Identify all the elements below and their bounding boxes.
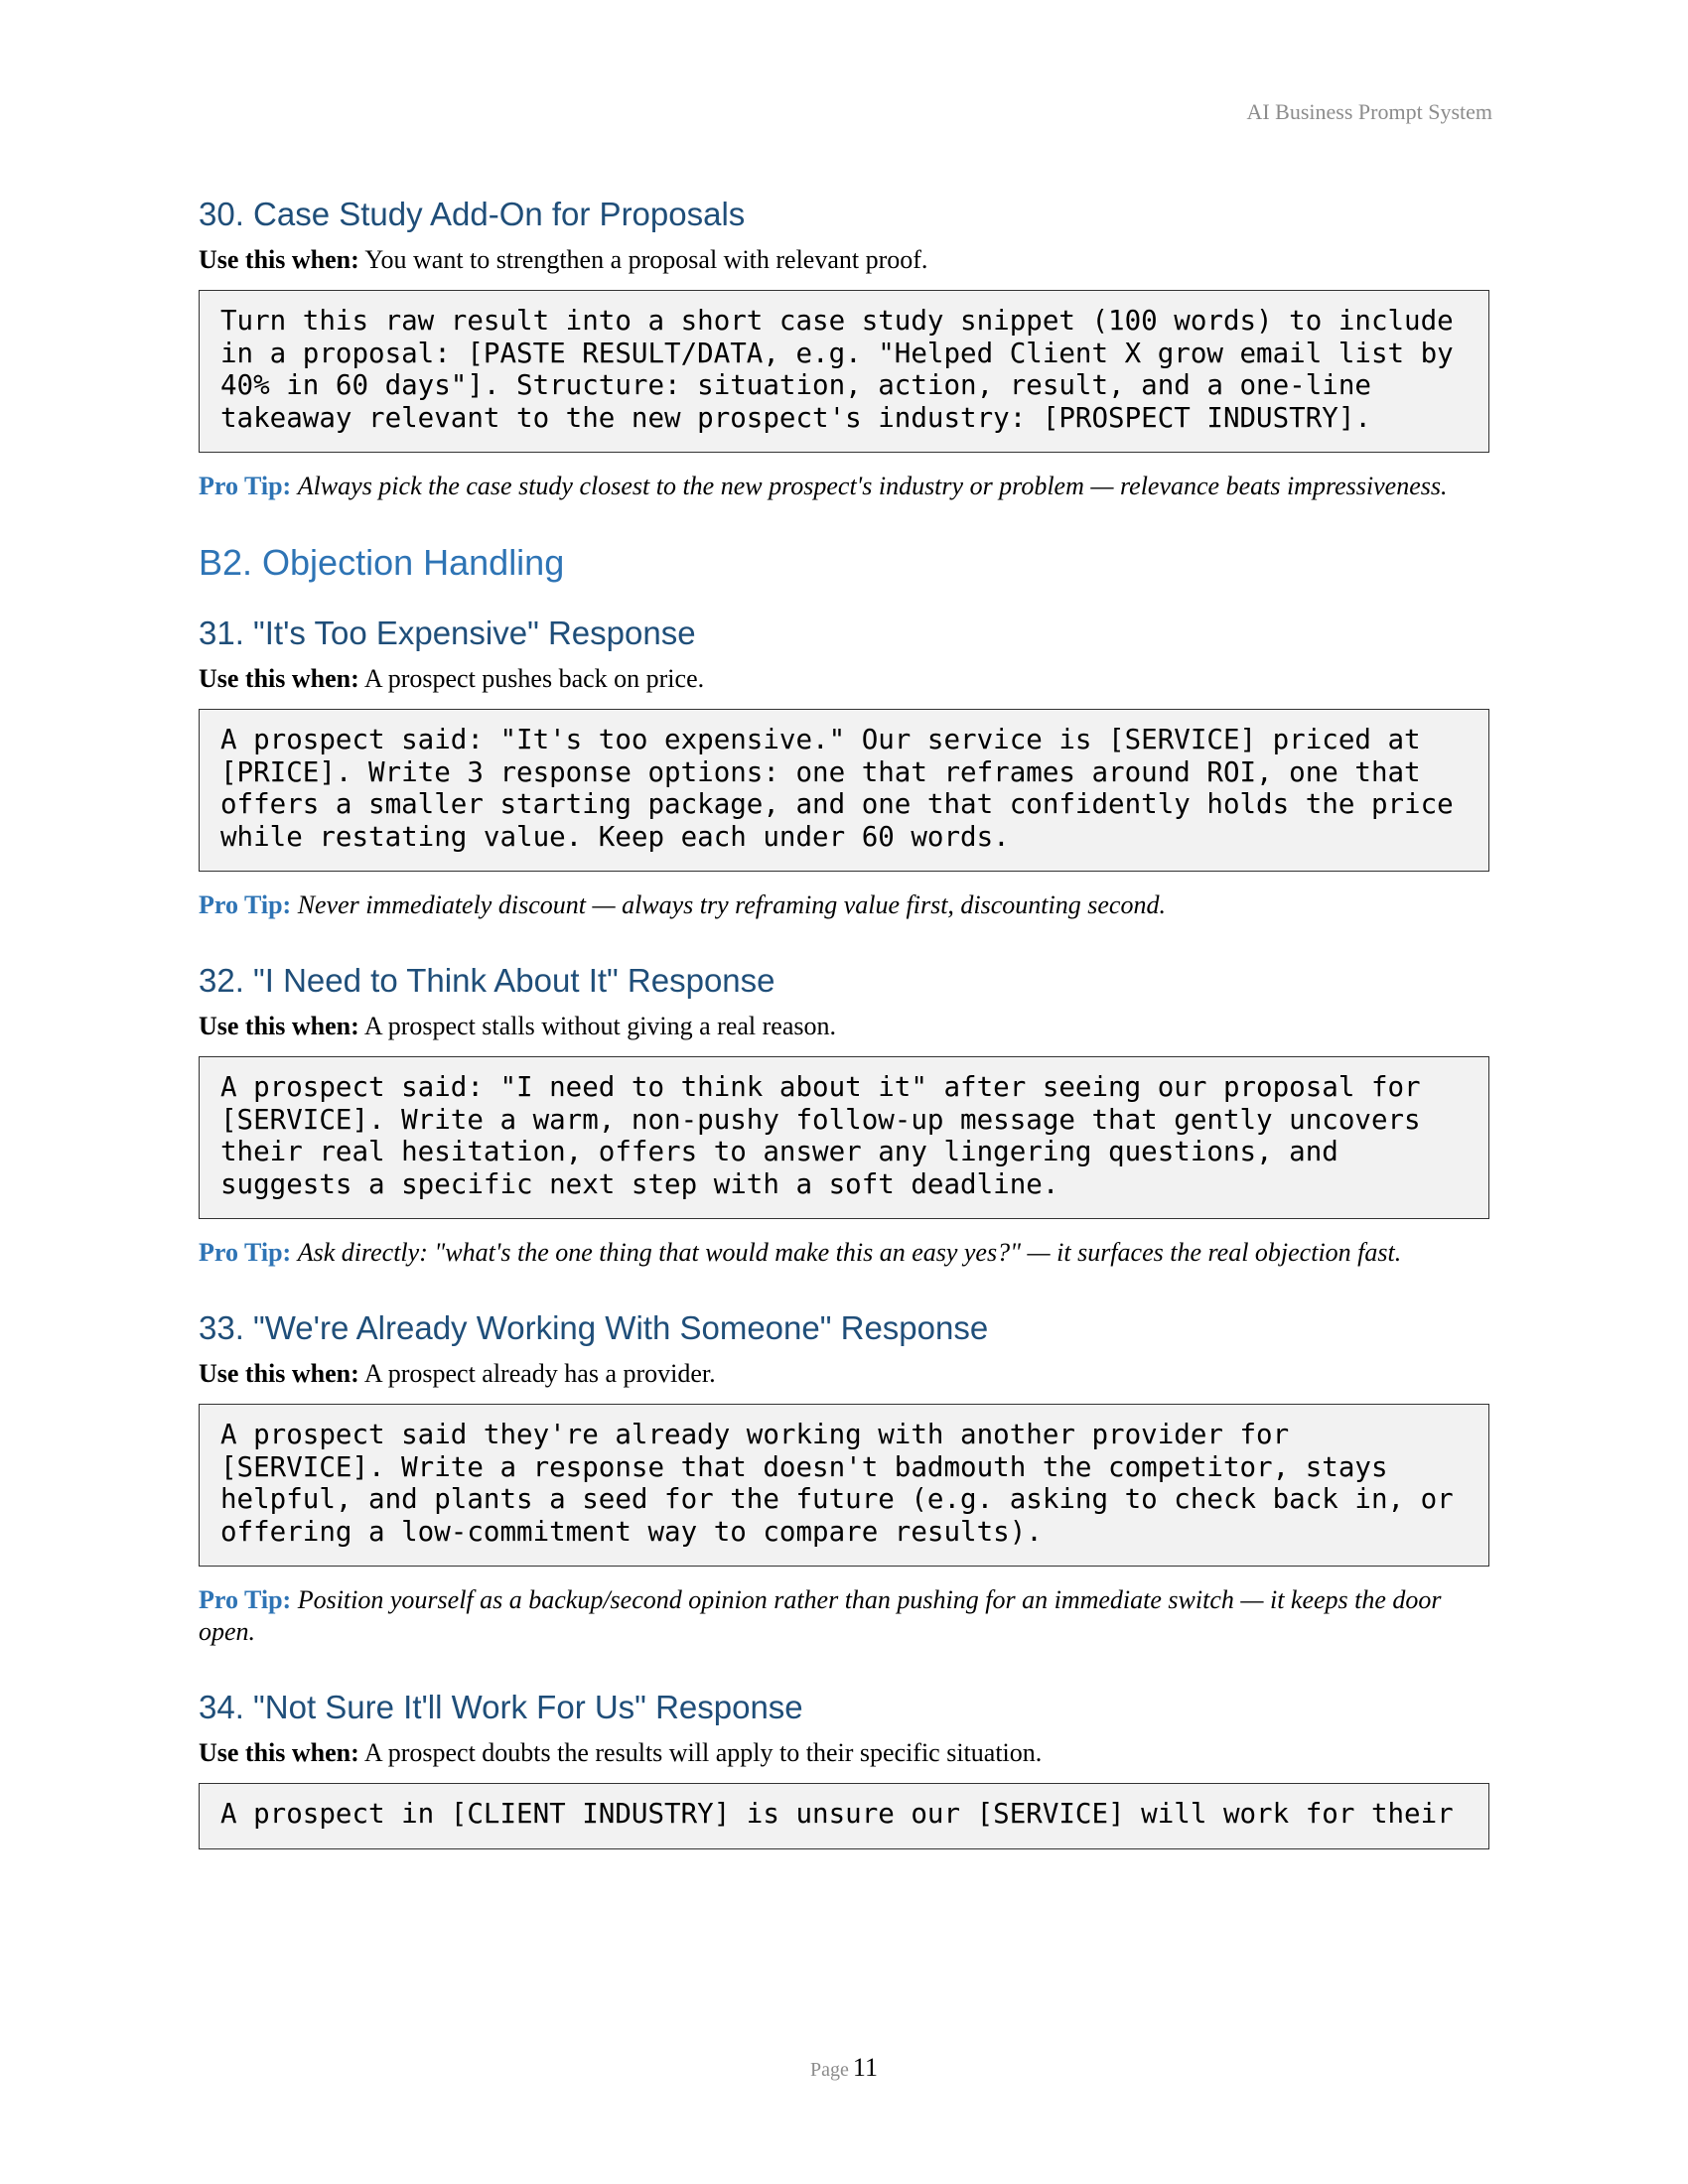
prompt-entry [199,961,1489,1269]
prompt-entry [199,614,1489,921]
pro-tip-label: Pro Tip: [199,1238,292,1267]
use-when-label: Use this when: [199,664,359,693]
pro-tip [199,1584,1489,1648]
entry-title: 31. "It's Too Expensive" Response [199,614,696,651]
use-when-label: Use this when: [199,1012,359,1040]
use-when-label: Use this when: [199,1738,359,1767]
page-label: Page [810,2059,849,2081]
use-when-line [199,244,1489,276]
page-content [199,195,1489,1867]
pro-tip-label: Pro Tip: [199,472,292,500]
prompt-code-box: Turn this raw result into a short case study snippet (100 words) to include in a proposal: [PASTE RESULT/DATA, e.g. "Helped Client X grow email list by 40% in 60 days"]. Structure: situation, action, result, and a one-line takeaway relevant to the new prospect's industry: [PROSPECT INDUSTRY]. [199,290,1489,453]
use-when-line [199,1737,1489,1769]
use-when-line [199,663,1489,695]
prompt-entry [199,1688,1489,1849]
prompt-entry [199,1308,1489,1648]
entry-title: 30. Case Study Add-On for Proposals [199,196,746,232]
use-when-label: Use this when: [199,245,359,274]
pro-tip-label: Pro Tip: [199,1585,292,1614]
page-number: 11 [852,2053,878,2082]
pro-tip-text: Never immediately discount — always try reframing value first, discounting second. [297,890,1166,919]
prompt-code-box: A prospect in [CLIENT INDUSTRY] is unsure our [SERVICE] will work for their [199,1783,1489,1849]
use-when-text: A prospect stalls without giving a real reason. [363,1012,836,1040]
use-when-text: A prospect doubts the results will apply to their specific situation. [363,1738,1043,1767]
pro-tip-text: Position yourself as a backup/second opinion rather than pushing for an immediate switch — it keeps the door open. [199,1585,1442,1646]
use-when-text: A prospect already has a provider. [363,1359,716,1388]
pro-tip [199,889,1489,921]
pro-tip [199,1237,1489,1269]
entry-title: 32. "I Need to Think About It" Response [199,962,775,999]
prompt-code-box: A prospect said they're already working with another provider for [SERVICE]. Write a response that doesn't badmouth the competitor, stays helpful, and plants a seed for the future (e.g. asking to check back in, or offering a low-commitment way to compare results). [199,1404,1489,1567]
entry-title: 34. "Not Sure It'll Work For Us" Response [199,1689,803,1725]
pro-tip [199,471,1489,502]
pro-tip-text: Always pick the case study closest to the new prospect's industry or problem — relevance beats impressiveness. [297,472,1448,500]
prompt-code-box: A prospect said: "I need to think about it" after seeing our proposal for [SERVICE]. Write a warm, non-pushy follow-up message that gently uncovers their real hesitation, offers to answer any lingering questions, and suggests a specific next step with a soft deadline. [199,1056,1489,1219]
pro-tip-label: Pro Tip: [199,890,292,919]
running-header: AI Business Prompt System [1246,99,1492,124]
use-when-label: Use this when: [199,1359,359,1388]
pro-tip-text: Ask directly: "what's the one thing that would make this an easy yes?" — it surfaces the real objection fast. [297,1238,1402,1267]
group-heading: B2. Objection Handling [199,542,565,583]
prompt-code-box: A prospect said: "It's too expensive." Our service is [SERVICE] priced at [PRICE]. Write 3 response options: one that reframes around ROI, one that offers a smaller starting package, and one that confidently holds the price while restating value. Keep each under 60 words. [199,709,1489,872]
use-when-text: You want to strengthen a proposal with relevant proof. [364,245,928,274]
entry-title: 33. "We're Already Working With Someone" Response [199,1309,989,1346]
use-when-line [199,1358,1489,1390]
prompt-entry [199,195,1489,502]
use-when-line [199,1011,1489,1042]
page-footer [0,2053,1688,2083]
use-when-text: A prospect pushes back on price. [363,664,705,693]
